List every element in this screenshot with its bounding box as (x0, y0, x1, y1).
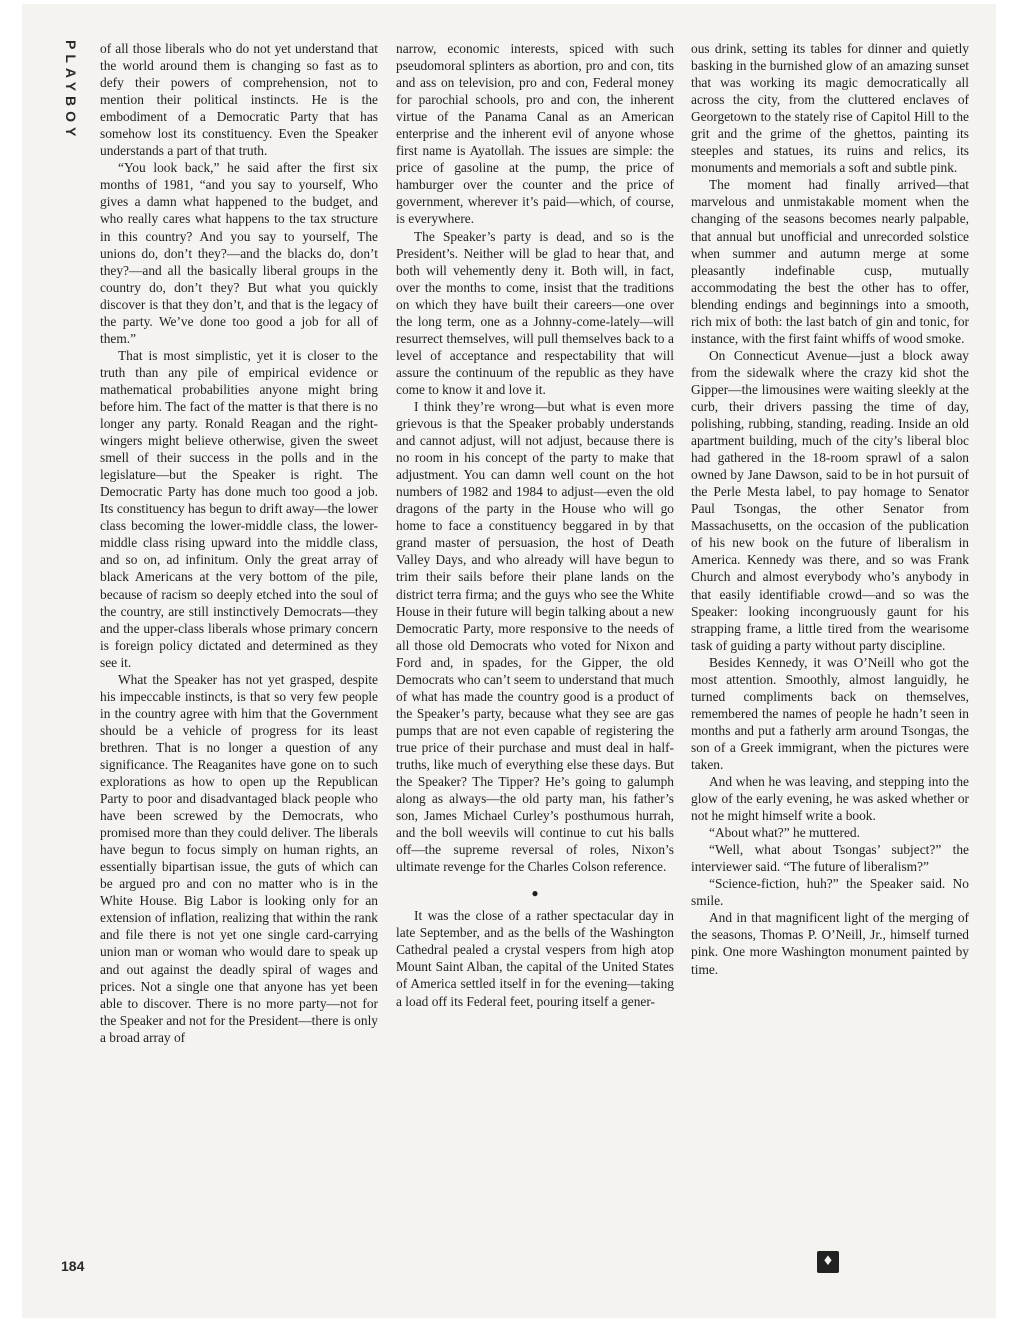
paragraph: ous drink, setting its tables for dinner and quietly basking in the burnished glow of an amazing sunset that was working its magic democratically all across the city, from the cluttered enclaves of Georgetown to the stately rise of Capitol Hill to the grit and the grime of the ghettos, painting its steeples and statues, its ruins and relics, its monuments and memorials a soft and subtle pink. (691, 41, 969, 176)
paragraph: “You look back,” he said after the first six months of 1981, “and you say to yourself, Who gives a damn what happened to the budget, and who really cares what happens to the tax structure in this country? And you say to yourself, The unions do, don’t they?—and the blacks do, don’t they?—and all the basically liberal groups in the country do, don’t they? But what you quickly discover is that they don’t, and that is the legacy of the party. We’ve done too good a job for all of them.” (100, 160, 378, 346)
rabbit-head-end-mark-icon: ♦ (817, 1251, 839, 1273)
paragraph: And in that magnificent light of the merging of the seasons, Thomas P. O’Neill, Jr., himself turned pink. One more Washington monument painted by time. (691, 910, 969, 977)
paragraph: That is most simplistic, yet it is closer to the truth than any pile of empirical evidence or mathematical probabilities anyone might bring before him. The fact of the matter is that there is no longer any party. Ronald Reagan and the right-wingers might believe otherwise, given the sweet smell of their success in the polls and in the legislature—but the Speaker is right. The Democratic Party has done much too good a job. Its constituency has begun to drift away—the lower class becoming the lower-middle class, the lower-middle class rising upward into the middle class, and so on, ad infinitum. Only the great array of black Americans at the very bottom of the pile, because of racism so deeply etched into the soul of the country, are still instinctively Democrats—they and the upper-class liberals whose primary concern is foreign policy dictated and determined as they see it. (100, 347, 378, 670)
paragraph: Besides Kennedy, it was O’Neill who got the most attention. Smoothly, almost languidly, he turned compliments back on themselves, remembered the names of people he hadn’t seen in months and put a fatherly arm around Tsongas, the son of a Greek immigrant, when the pictures were taken. (691, 654, 969, 772)
paragraph: The Speaker’s party is dead, and so is the President’s. Neither will be glad to hear that, and both will vehemently deny it. Both will, in fact, over the months to come, insist that the traditions on which they have built their careers—one over the long term, one as a Johnny-come-lately—will resurrect themselves, will pull themselves back to a level of acceptance and respectability that will assure the continuum of the republic as they have come to know it and love it. (396, 228, 674, 397)
paragraph: of all those liberals who do not yet understand that the world around them is changing so fast as to defy their powers of comprehension, not to mention their political instincts. He is the embodiment of a Democratic Party that has somehow lost its constituency. Even the Speaker understands a part of that truth. (100, 41, 378, 159)
paragraph: And when he was leaving, and stepping into the glow of the early evening, he was asked whether or not he might himself write a book. (691, 774, 969, 824)
paragraph: On Connecticut Avenue—just a block away from the sidewalk where the crazy kid shot the Gipper—the limousines were waiting sleekly at the curb, their drivers passing the time of day, polishing, rubbing, standing, reading. Inside an old apartment building, much of the city’s liberal bloc had gathered in the 18-room sprawl of a salon owned by Jane Dawson, said to be in hot pursuit of the Perle Mesta label, to pay homage to Senator Paul Tsongas, the other Senator from Massachusetts, on the occasion of the publication of his new book on the future of liberalism in America. Kennedy was there, and so was Frank Church and almost everybody who’s anybody in that easily identifiable crowd—and so was the Speaker: looking incongruously gaunt for his strapping frame, a little tired from the wearisome task of guiding a party without party discipline. (691, 347, 969, 653)
paragraph: I think they’re wrong—but what is even more grievous is that the Speaker probably understands and cannot adjust, will not adjust, because there is no room in his concept of the party to make that adjustment. You can damn well count on the hot numbers of 1982 and 1984 to adjust—even the old dragons of the party in the House who will go home to face a constituency beggared in by that grand master of persuasion, the host of Death Valley Days, and who already will have begun to trim their sails before their plane lands on the district terra firma; and the guys who see the White House in their future will begin talking about a new Democratic Party, more responsive to the needs of all those old Democrats who voted for Nixon and Ford and, in spades, for the Gipper, the old Democrats who can’t seem to understand that much of what has made the country good is a product of the Speaker’s party, because what they see are gas pumps that are not even capable of registering the true price of their purchase and must deal in half-truths, like much of everything else these days. But the Speaker? The Tipper? He’s going to galumph along as always—the old party man, his father’s son, James Michael Curley’s posthumous hurrah, and the boll weevils will continue to cut his balls off—the supreme reversal of roles, Nixon’s ultimate revenge for the Charles Colson reference. (396, 398, 674, 875)
article-column-1 (100, 40, 378, 1046)
paragraph: What the Speaker has not yet grasped, despite his impeccable instincts, is that so very few people in the country agree with him that the Government should be a vehicle of progress for its least brethren. That is no longer a question of any significance. The Reaganites have gone on to such explorations as how to open up the Republican Party to poor and disadvantaged black people who have been screwed by the Democrats, who promised more than they could deliver. The liberals have begun to focus simply on human rights, an essentially bipartisan issue, the guts of which can be argued pro and con no matter who is in the White House. Big Labor is looking only for an extension of inflation, realizing that within the rank and file there is not yet one single card-carrying union man or woman who would dare to speak up and out against the deadly spiral of wages and prices. Not a single one that anyone has yet been able to discover. There is no more party—not for the Speaker and not for the President—there is only a broad array of (100, 671, 378, 1045)
article-column-3 (691, 40, 969, 978)
paragraph: It was the close of a rather spectacular day in late September, and as the bells of the Washington Cathedral pealed a crystal vespers from high atop Mount Saint Alban, the capital of the United States of America settled itself in for the evening—taking a load off its Federal feet, pouring itself a gener- (396, 908, 674, 1009)
running-head: PLAYBOY (63, 40, 79, 142)
paragraph: The moment had finally arrived—that marvelous and unmistakable moment when the changing of the seasons becomes nearly palpable, that annual but unofficial and unrecorded solstice when summer and autumn merge at some pleasantly indefinable cusp, mutually accommodating the best the other has to offer, blending endings and beginnings into a smooth, rich mix of both: the last batch of gin and tonic, for instance, with the first faint whiffs of wood smoke. (691, 177, 969, 346)
article-column-2 (396, 40, 674, 1010)
paragraph: “Science-fiction, huh?” the Speaker said. No smile. (691, 876, 969, 909)
magazine-page (22, 4, 996, 1318)
paragraph: narrow, economic interests, spiced with such pseudomoral splinters as abortion, pro and con, tits and ass on television, pro and con, Federal money for parochial schools, pro and con, the inherent virtue of the Panama Canal as an American enterprise and the inherent evil of anyone whose first name is Ayatollah. The issues are simple: the price of gasoline at the pump, the price of hamburger over the counter and the price of government, wherever it’s paid—which, of course, is everywhere. (396, 41, 674, 227)
page-number: 184 (61, 1258, 85, 1274)
paragraph: “Well, what about Tsongas’ subject?” the interviewer said. “The future of liberalism?” (691, 842, 969, 875)
paragraph: “About what?” he muttered. (709, 825, 860, 841)
section-break-bullet: ● (531, 886, 539, 901)
